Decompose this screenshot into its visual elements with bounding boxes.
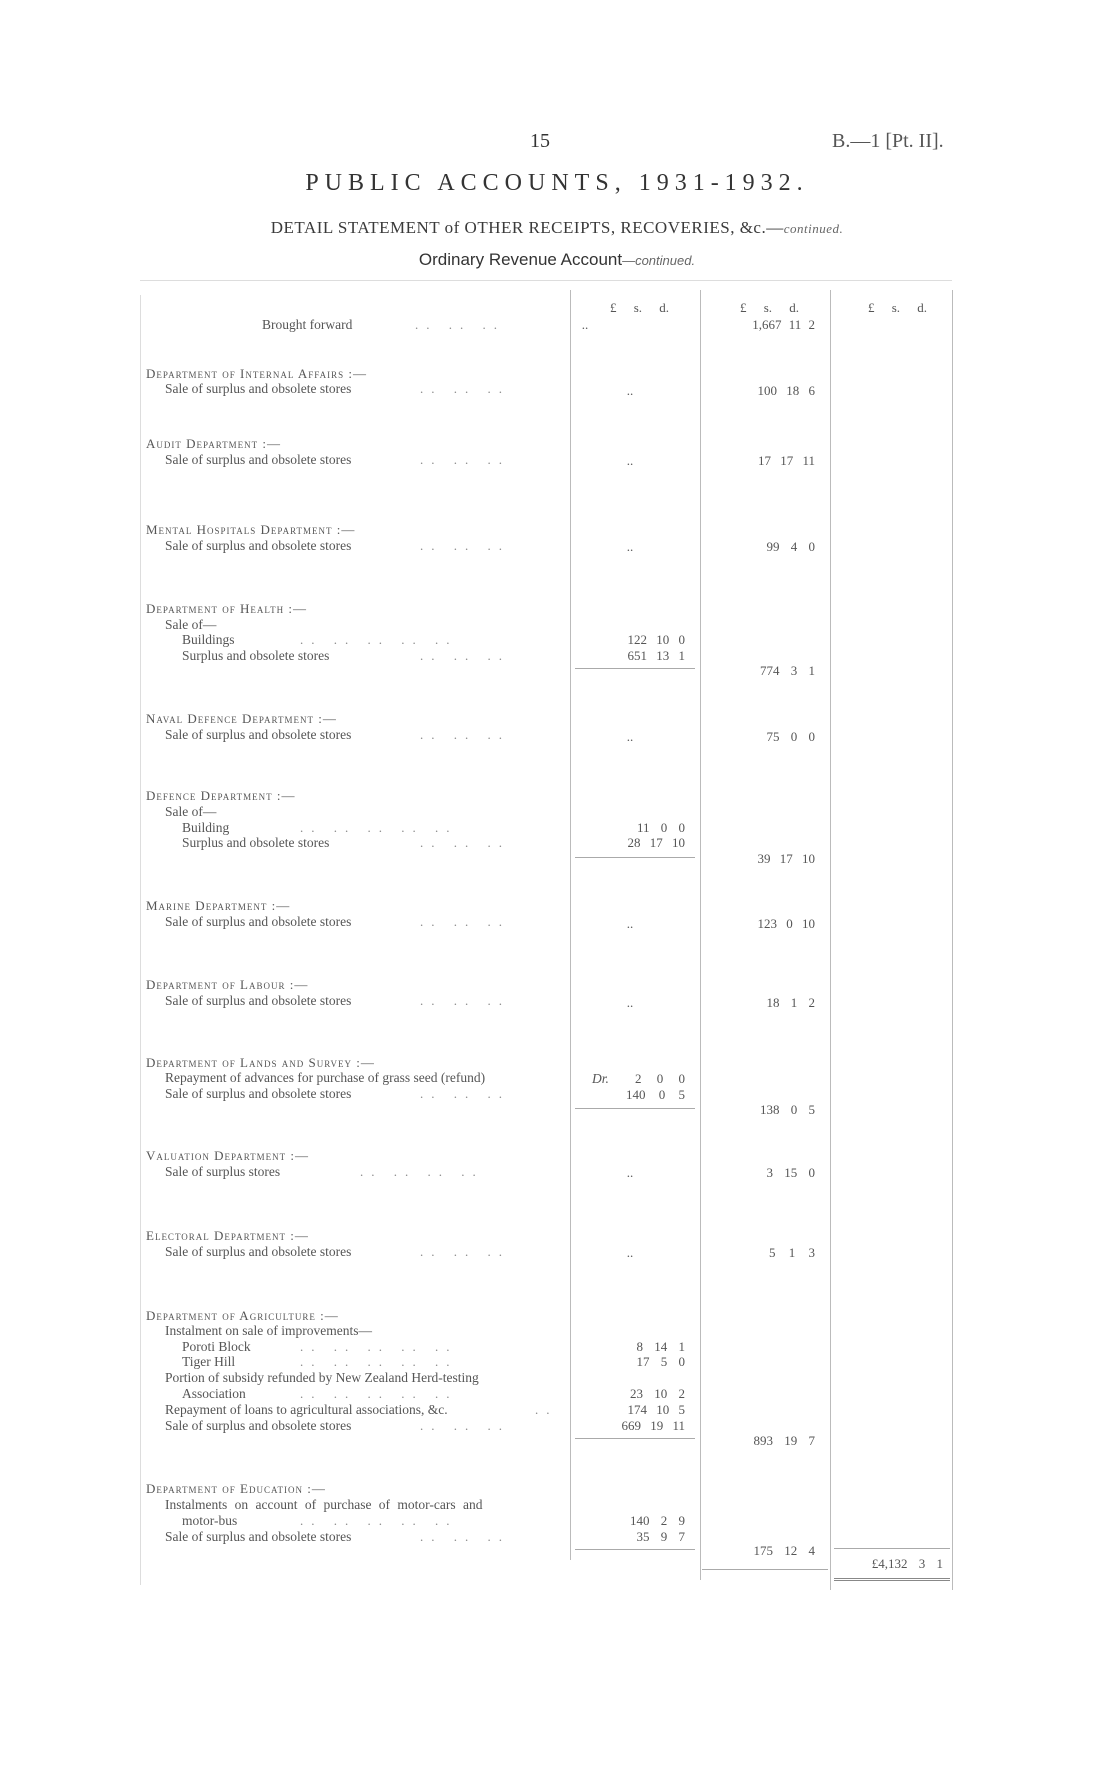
item-label: Sale of surplus and obsolete stores xyxy=(165,1529,352,1544)
item-label: Surplus and obsolete stores xyxy=(182,835,330,850)
item-label: Surplus and obsolete stores xyxy=(182,648,330,663)
item-label: Sale of surplus and obsolete stores xyxy=(165,381,352,396)
leader-dots: .. .. .. .. xyxy=(360,1164,484,1179)
subtotal-rule xyxy=(575,857,695,858)
leader-dots: .. .. .. xyxy=(420,835,510,850)
section-heading: Audit Department :— xyxy=(146,436,282,451)
item-sublabel: Sale of— xyxy=(165,617,217,632)
item-label: Sale of surplus and obsolete stores xyxy=(165,914,352,929)
item-sublabel: Sale of— xyxy=(165,804,217,819)
column-rule-2 xyxy=(700,290,701,1580)
column-rule-left xyxy=(140,295,141,1585)
section-total: 5 1 3 xyxy=(769,1245,815,1260)
item-col1: 140 2 9 xyxy=(630,1513,685,1528)
item-col1: .. xyxy=(626,916,634,931)
section-heading: Electoral Department :— xyxy=(146,1228,309,1243)
account-heading xyxy=(0,250,1114,270)
item-label: Sale of surplus and obsolete stores xyxy=(165,993,352,1008)
item-label: motor-bus xyxy=(182,1513,238,1528)
page-title: PUBLIC ACCOUNTS, 1931-1932. xyxy=(305,170,809,196)
subtotal-rule xyxy=(575,1549,695,1550)
leader-dots: .. xyxy=(535,1402,558,1417)
statement-subtitle xyxy=(0,218,1114,238)
item-col1: 11 0 0 xyxy=(636,820,685,835)
item-col1: 8 14 1 xyxy=(636,1339,685,1354)
account-continued: —continued. xyxy=(622,253,696,268)
item-col1: .. xyxy=(626,383,634,398)
section-heading: Department of Agriculture :— xyxy=(146,1308,339,1323)
item-col1: .. xyxy=(626,995,634,1010)
section-total: 99 4 0 xyxy=(766,539,815,554)
item-prefix: Dr. xyxy=(592,1071,609,1086)
item-label: Sale of surplus and obsolete stores xyxy=(165,727,352,742)
item-label: Sale of surplus and obsolete stores xyxy=(165,1086,352,1101)
section-total: 75 0 0 xyxy=(766,729,815,744)
column-header-3: £ s. d. xyxy=(868,300,928,315)
total-box-top xyxy=(834,1548,950,1549)
leader-dots: .. .. .. xyxy=(420,381,510,396)
item-label: Building xyxy=(182,820,230,835)
subtotal-rule xyxy=(575,1108,695,1109)
section-total: 100 18 6 xyxy=(757,383,815,398)
item-label: Association xyxy=(182,1386,246,1401)
total-rule-col2 xyxy=(702,1569,828,1570)
section-heading: Marine Department :— xyxy=(146,898,291,913)
section-total: 123 0 10 xyxy=(757,916,815,931)
leader-dots: .. .. .. xyxy=(420,648,510,663)
section-total: 175 12 4 xyxy=(753,1543,815,1558)
section-heading: Valuation Department :— xyxy=(146,1148,310,1163)
brought-forward-label: Brought forward xyxy=(262,317,353,332)
item-col1: 669 19 11 xyxy=(621,1418,685,1433)
column-rule-3 xyxy=(830,290,831,1590)
item-label: Sale of surplus and obsolete stores xyxy=(165,1418,352,1433)
item-col1: 174 10 5 xyxy=(627,1402,685,1417)
section-heading: Department of Lands and Survey :— xyxy=(146,1055,375,1070)
item-label: Sale of surplus and obsolete stores xyxy=(165,452,352,467)
grand-total: £4,132 3 1 xyxy=(871,1556,943,1571)
subtotal-rule xyxy=(575,1438,695,1439)
item-sublabel: Instalment on sale of improvements— xyxy=(165,1323,372,1338)
leader-dots: .. .. .. .. .. xyxy=(300,1354,458,1369)
item-col1: .. xyxy=(626,453,634,468)
section-total: 774 3 1 xyxy=(760,663,815,678)
section-total: 39 17 10 xyxy=(757,851,815,866)
item-col1: .. xyxy=(626,1165,634,1180)
leader-dots: .. .. .. xyxy=(415,317,505,332)
section-heading: Department of Internal Affairs :— xyxy=(146,366,367,381)
item-label: Sale of surplus stores xyxy=(165,1164,281,1179)
item-label: Sale of surplus and obsolete stores xyxy=(165,1244,352,1259)
leader-dots: .. .. .. .. .. xyxy=(300,1513,458,1528)
item-col1: .. xyxy=(626,539,634,554)
leader-dots: .. .. .. xyxy=(420,1086,510,1101)
item-col1: 651 13 1 xyxy=(627,648,685,663)
total-double-rule xyxy=(834,1578,950,1581)
item-label: Instalments on account of purchase of motor-cars and xyxy=(165,1497,483,1512)
item-label: Repayment of advances for purchase of grass seed (refund) xyxy=(165,1070,486,1085)
section-heading: Naval Defence Department :— xyxy=(146,711,337,726)
table-top-rule xyxy=(140,280,952,281)
leader-dots: .. .. .. .. .. xyxy=(300,1339,458,1354)
section-total: 138 0 5 xyxy=(760,1102,815,1117)
item-label: Buildings xyxy=(182,632,235,647)
leader-dots: .. .. .. xyxy=(420,727,510,742)
subtitle-main: DETAIL STATEMENT of OTHER RECEIPTS, RECOVERIES, &c.— xyxy=(270,218,784,237)
leader-dots: .. .. .. .. .. xyxy=(300,632,458,647)
item-col1: .. xyxy=(626,1245,634,1260)
section-total: 3 15 0 xyxy=(766,1165,815,1180)
item-col1: 23 10 2 xyxy=(630,1386,685,1401)
account-main: Ordinary Revenue Account xyxy=(418,250,623,269)
section-total: 17 17 11 xyxy=(757,453,815,468)
leader-dots: .. .. .. xyxy=(420,1529,510,1544)
section-total: 893 19 7 xyxy=(753,1433,815,1448)
document-reference: B.—1 [Pt. II]. xyxy=(832,130,944,152)
item-col1: 140 0 5 xyxy=(626,1087,685,1102)
section-total: 18 1 2 xyxy=(766,995,815,1010)
item-col1: 35 9 7 xyxy=(636,1529,685,1544)
item-col1: .. xyxy=(626,729,634,744)
leader-dots: .. .. .. .. .. xyxy=(300,820,458,835)
item-label: Sale of surplus and obsolete stores xyxy=(165,538,352,553)
column-rule-4 xyxy=(952,290,953,1590)
leader-dots: .. .. .. xyxy=(420,538,510,553)
section-heading: Department of Labour :— xyxy=(146,977,309,992)
item-label: Tiger Hill xyxy=(182,1354,236,1369)
item-label: Poroti Block xyxy=(182,1339,251,1354)
section-heading: Defence Department :— xyxy=(146,788,296,803)
section-heading: Department of Education :— xyxy=(146,1481,326,1496)
leader-dots: .. .. .. xyxy=(420,452,510,467)
brought-forward-col1: .. xyxy=(581,317,589,332)
leader-dots: .. .. .. xyxy=(420,993,510,1008)
subtitle-continued: continued. xyxy=(783,221,844,236)
item-label: Portion of subsidy refunded by New Zealand Herd-testing xyxy=(165,1370,479,1385)
column-header-2: £ s. d. xyxy=(740,300,800,315)
leader-dots: .. .. .. xyxy=(420,914,510,929)
item-col1: 17 5 0 xyxy=(636,1354,685,1369)
column-header-1: £ s. d. xyxy=(610,300,670,315)
leader-dots: .. .. .. .. .. xyxy=(300,1386,458,1401)
column-rule-1 xyxy=(570,290,571,1560)
section-heading: Department of Health :— xyxy=(146,601,307,616)
item-col1: 2 0 0 xyxy=(635,1071,685,1086)
brought-forward-col2: 1,667 11 2 xyxy=(752,317,815,332)
section-heading: Mental Hospitals Department :— xyxy=(146,522,356,537)
subtotal-rule xyxy=(575,668,695,669)
leader-dots: .. .. .. xyxy=(420,1418,510,1433)
leader-dots: .. .. .. xyxy=(420,1244,510,1259)
item-col1: 28 17 10 xyxy=(627,835,685,850)
item-label: Repayment of loans to agricultural associations, &c. xyxy=(165,1402,448,1417)
item-col1: 122 10 0 xyxy=(627,632,685,647)
page-number: 15 xyxy=(530,130,550,152)
